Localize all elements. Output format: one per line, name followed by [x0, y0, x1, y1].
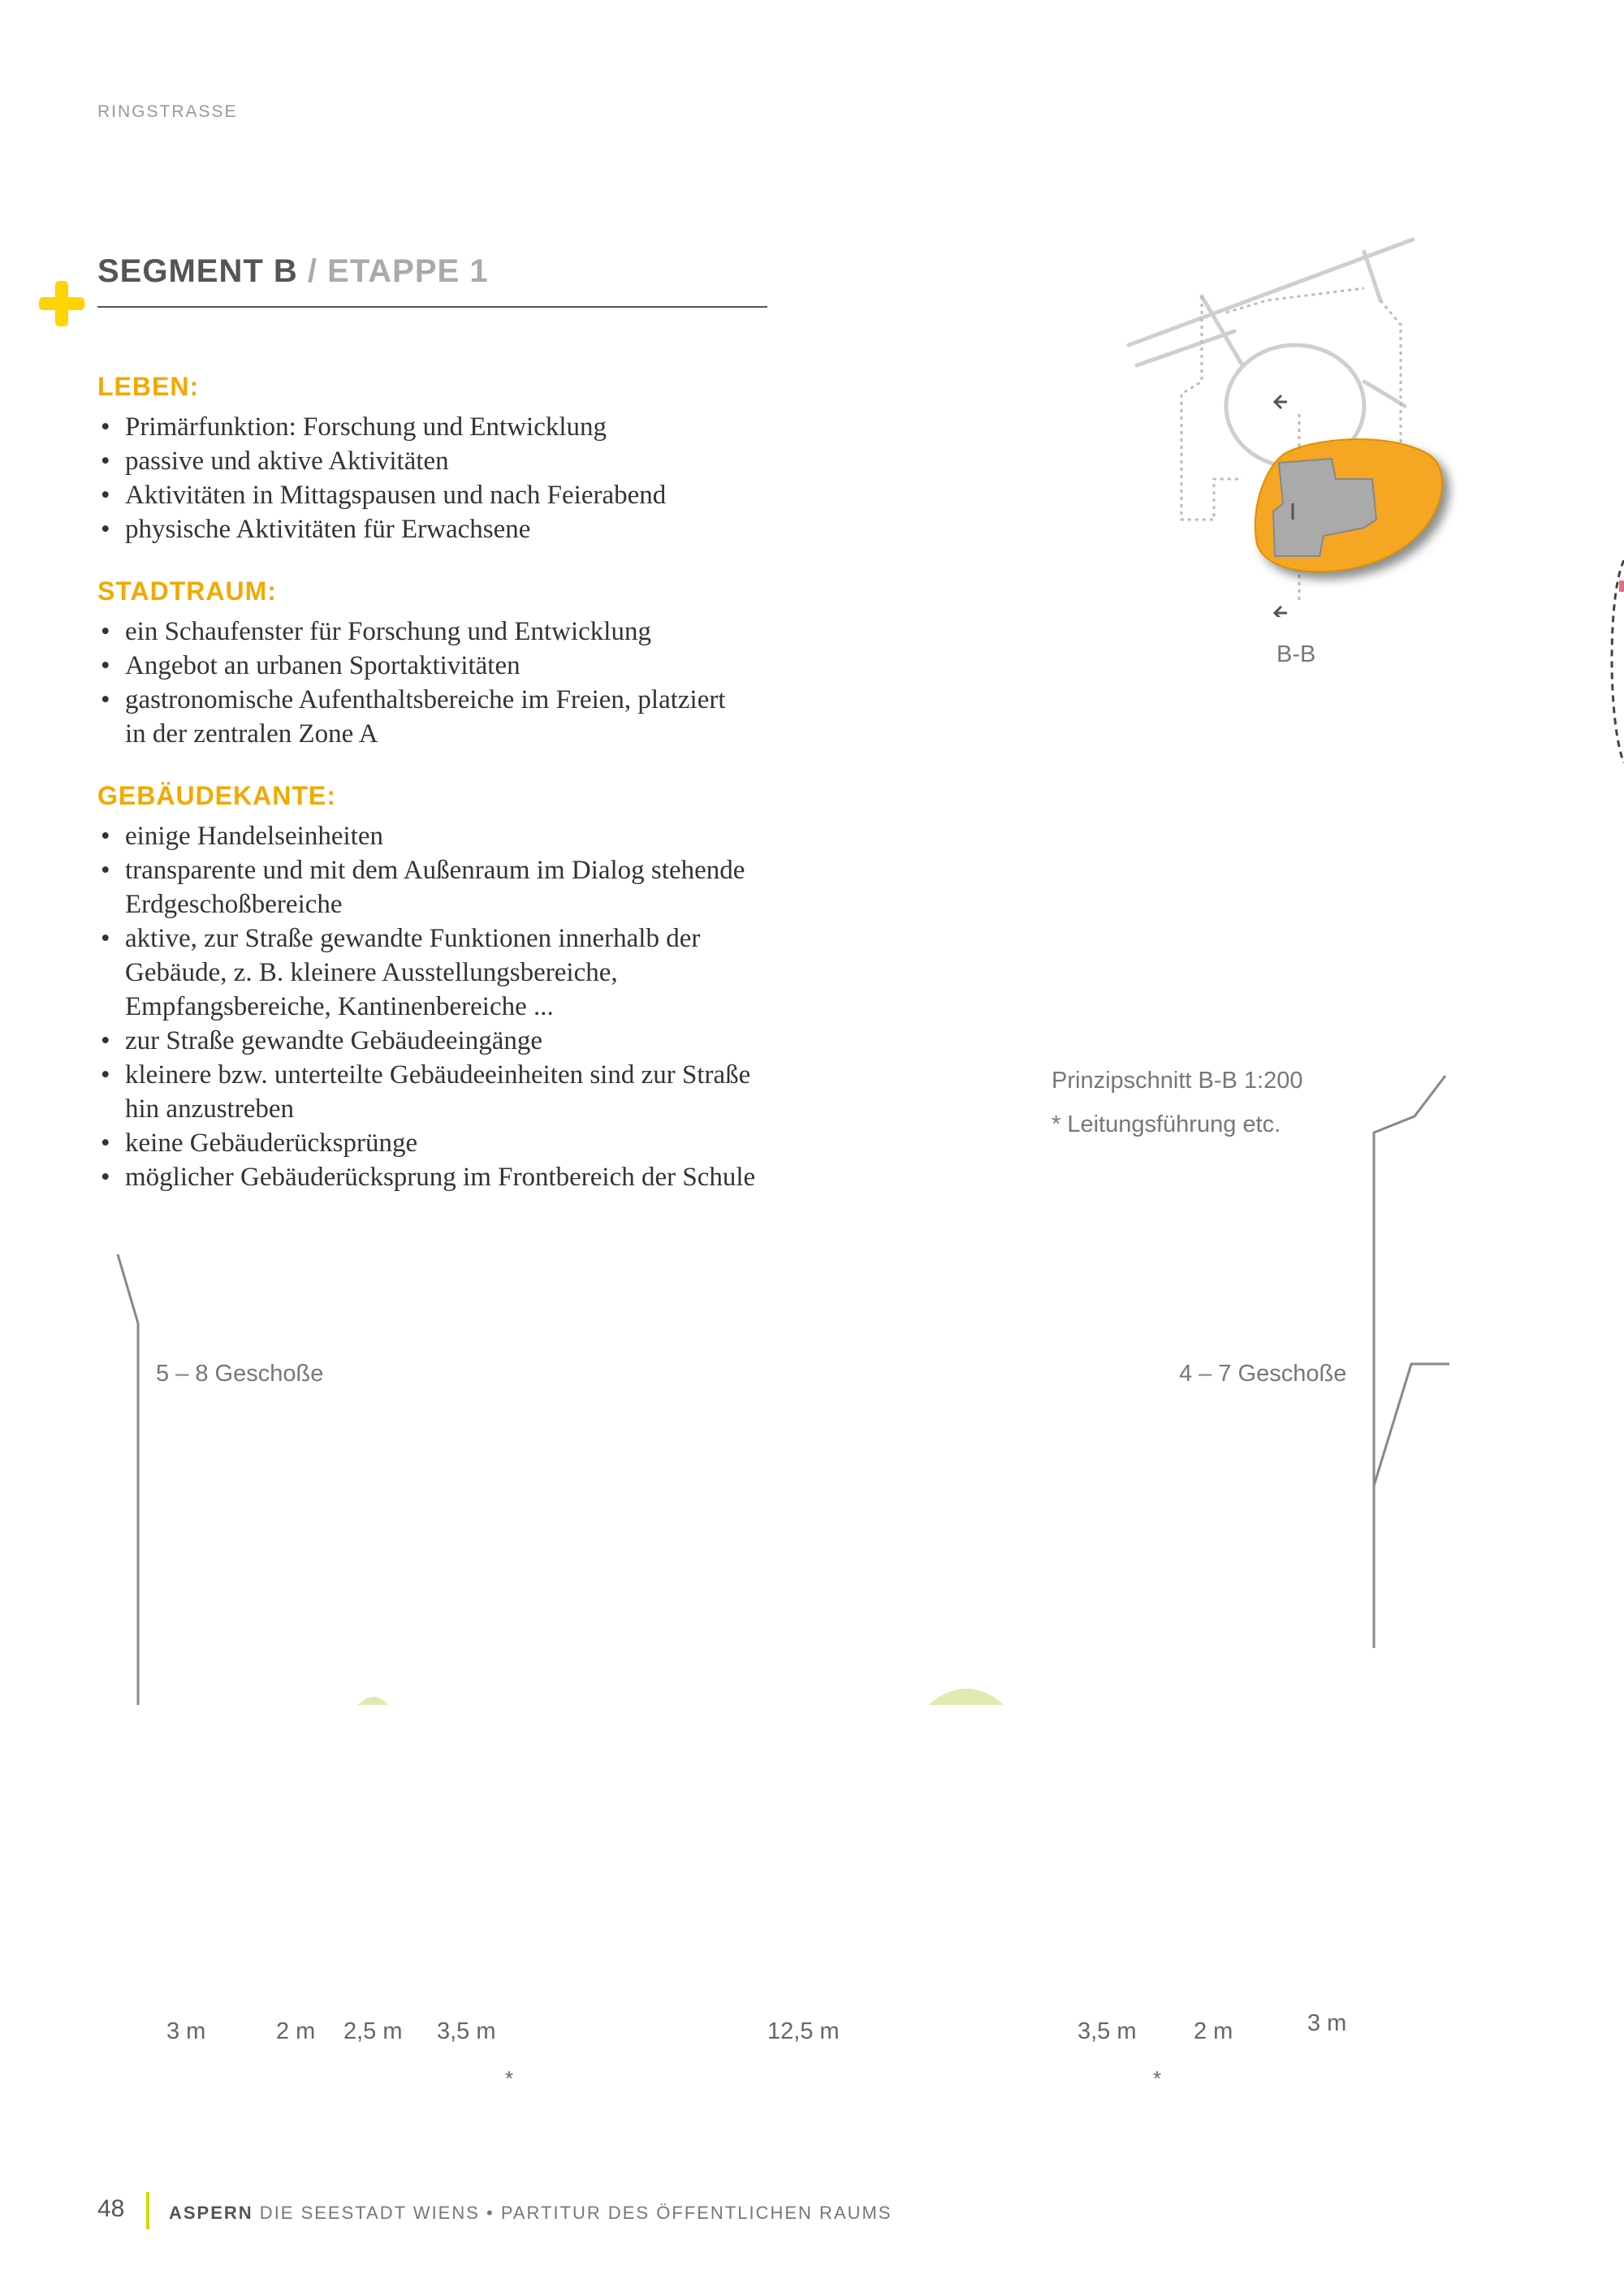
dimension-label: 3,5 m: [437, 2018, 496, 2044]
dimension-label: 12,5 m: [767, 2018, 840, 2044]
dimension-label: 2 m: [1194, 2018, 1233, 2044]
segment-title: [97, 253, 489, 290]
cutoff-circle: [1604, 560, 1624, 763]
list-item: • keine Gebäuderücksprünge: [97, 1126, 780, 1160]
list-item: • physische Aktivitäten für Erwachsene: [97, 512, 796, 546]
list-item: • zur Straße gewandte Gebäudeeingänge: [97, 1024, 780, 1058]
list-item: • Aktivitäten in Mittagspausen und nach Feierabend: [97, 478, 796, 512]
dimension-label: 2 m: [276, 2018, 316, 2044]
utility-mark: *: [505, 2066, 514, 2091]
section-heading: STADTRAUM:: [97, 576, 277, 606]
right-floors-label: 4 – 7 Geschoße: [1179, 1361, 1347, 1387]
list-item: • Primärfunktion: Forschung und Entwicklung: [97, 410, 796, 444]
footer-subtitle: DIE SEESTADT WIENS • PARTITUR DES ÖFFENTLICHEN RAUMS: [253, 2203, 892, 2223]
list-item: • aktive, zur Straße gewandte Funktionen innerhalb der Gebäude, z. B. kleinere Ausstellungsbereiche, Empfangsbereiche, Kantinenbereiche ...: [97, 921, 799, 1024]
dimension-label: 3 m: [166, 2018, 206, 2044]
arrow-left-icon: [1275, 606, 1287, 617]
title-rule: [97, 306, 767, 308]
list-item: • Angebot an urbanen Sportaktivitäten: [97, 649, 796, 683]
segment-title-main: SEGMENT B: [97, 253, 298, 289]
arrow-left-icon: [1275, 395, 1287, 408]
footer-text: [169, 2203, 892, 2224]
right-building-outline: [1374, 1076, 1445, 1648]
running-head: RINGSTRASSE: [97, 102, 238, 121]
map-section-label: B-B: [1276, 641, 1316, 667]
list-item: • einige Handelseinheiten: [97, 819, 780, 853]
section-heading: GEBÄUDEKANTE:: [97, 781, 336, 810]
footer-divider: [146, 2192, 149, 2229]
segment-title-sub: ETAPPE 1: [327, 253, 489, 289]
left-building-outline: [118, 1254, 138, 1705]
page-number: 48: [97, 2195, 125, 2222]
segment-title-separator: /: [297, 253, 328, 289]
section-note: * Leitungsführung etc.: [1052, 1111, 1281, 1137]
tree: [321, 1689, 1064, 1705]
list-item: • passive und aktive Aktivitäten: [97, 444, 796, 478]
key-map: [1121, 235, 1462, 617]
section-stadtraum: [97, 576, 796, 751]
left-floors-label: 5 – 8 Geschoße: [156, 1361, 324, 1387]
dimension-label: 2,5 m: [343, 2018, 403, 2044]
utility-mark: *: [1153, 2066, 1162, 2091]
street-section-drawing: [0, 1055, 1624, 1705]
list-item: • kleinere bzw. unterteilte Gebäudeeinheiten sind zur Straße hin anzustreben: [97, 1058, 767, 1126]
section-leben: [97, 372, 796, 546]
footer-brand: ASPERN: [169, 2203, 253, 2223]
plus-icon: [37, 279, 86, 328]
list-item: • möglicher Gebäuderücksprung im Frontbereich der Schule: [97, 1160, 767, 1194]
dimension-label: 3,5 m: [1078, 2018, 1137, 2044]
section-heading: LEBEN:: [97, 372, 200, 401]
list-item: • ein Schaufenster für Forschung und Entwicklung: [97, 615, 796, 649]
list-item: • gastronomische Aufenthaltsbereiche im Freien, platziert in der zentralen Zone A: [97, 683, 742, 751]
dimension-label: 3 m: [1307, 2010, 1347, 2036]
section-title: Prinzipschnitt B-B 1:200: [1052, 1068, 1303, 1094]
list-item: • transparente und mit dem Außenraum im Dialog stehende Erdgeschoßbereiche: [97, 853, 767, 921]
